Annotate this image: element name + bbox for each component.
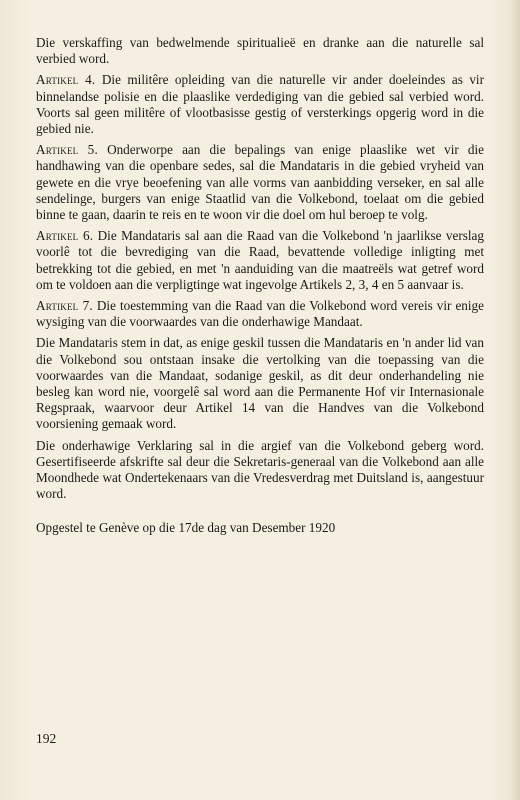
paragraph-text: Die Mandataris sal aan die Raad van die Volkebond 'n jaarlikse verslag voorlê tot die bevrediging van die Raad, bevattende volledige inligting met betrekking tot die gebied, en met 'n aanduiding van die maatreëls wat getref word om te voldoen aan die verpligtinge wat ingevolge Artikels 2, 3, 4 en 5 aanvaar is. bbox=[36, 228, 484, 292]
paragraph-article-6 bbox=[36, 228, 484, 293]
paragraph-dispute-clause bbox=[36, 335, 484, 432]
page-number: 192 bbox=[36, 731, 57, 746]
paragraph-text: Die onderhawige Verklaring sal in die argief van die Volkebond geberg word. Gesertifiseerde afskrifte sal deur die Sekretaris-generaal van die Volkebond aan alle Moondhede wat Ondertekenaars van die Vredesverdrag met Duitsland is, aangestuur word. bbox=[36, 437, 484, 502]
paragraph-intro bbox=[36, 35, 484, 67]
paragraph-article-4 bbox=[36, 72, 484, 137]
paragraph-text: Die toestemming van die Raad van die Volkebond word vereis vir enige wysiging van die voorwaardes van die onderhawige Mandaat. bbox=[36, 298, 484, 330]
article-label: Artikel 6. bbox=[36, 228, 94, 244]
paragraph-text: Die verskaffing van bedwelmende spiritualieë en dranke aan die naturelle sal verbied word. bbox=[36, 35, 484, 67]
article-label: Artikel 7. bbox=[36, 298, 93, 314]
paragraph-article-7 bbox=[36, 298, 484, 330]
paragraph-text: Die Mandataris stem in dat, as enige geskil tussen die Mandataris en 'n ander lid van die Volkebond sou ontstaan insake die vertolking van die toepassing van die voorwaardes van die Mandaat, sodanige geskil, as dit deur onderhandeling nie besleg kan word nie, voorgelê sal word aan die Permanente Hof vir Internasionale Regspraak, waarvoor deur Artikel 14 van die Handves van die Volkebond voorsiening gemaak word. bbox=[36, 335, 484, 432]
paragraph-article-5 bbox=[36, 142, 484, 223]
page-body bbox=[36, 35, 484, 550]
paragraph-text: Onderworpe aan die bepalings van enige plaaslike wet vir die handhawing van die openbare sedes, sal die Mandataris in die gebied vryheid van gewete en die vrye beoefening van alle vorms van aanbidding verseker, en sal alle sendelinge, burgers van enige Staatlid van die Volkebond, toelaat om die gebied binne te gaan, daarin te reis en te woon vir die doel om hul beroep te volg. bbox=[36, 142, 485, 223]
article-label: Artikel 4. bbox=[36, 72, 96, 88]
signoff-line: Opgestel te Genève op die 17de dag van Desember 1920 bbox=[36, 520, 336, 536]
paragraph-archive-clause bbox=[36, 438, 484, 503]
paragraph-text: Die militêre opleiding van die naturelle vir ander doeleindes as vir binnelandse polisie en die plaaslike verdediging van die gebied sal verbied word. Voorts sal geen militêre of vlootbasisse gestig of versterkings opgerig word in die gebied nie. bbox=[36, 72, 484, 137]
article-label: Artikel 5. bbox=[36, 142, 98, 158]
page-edge-shadow bbox=[510, 0, 520, 800]
